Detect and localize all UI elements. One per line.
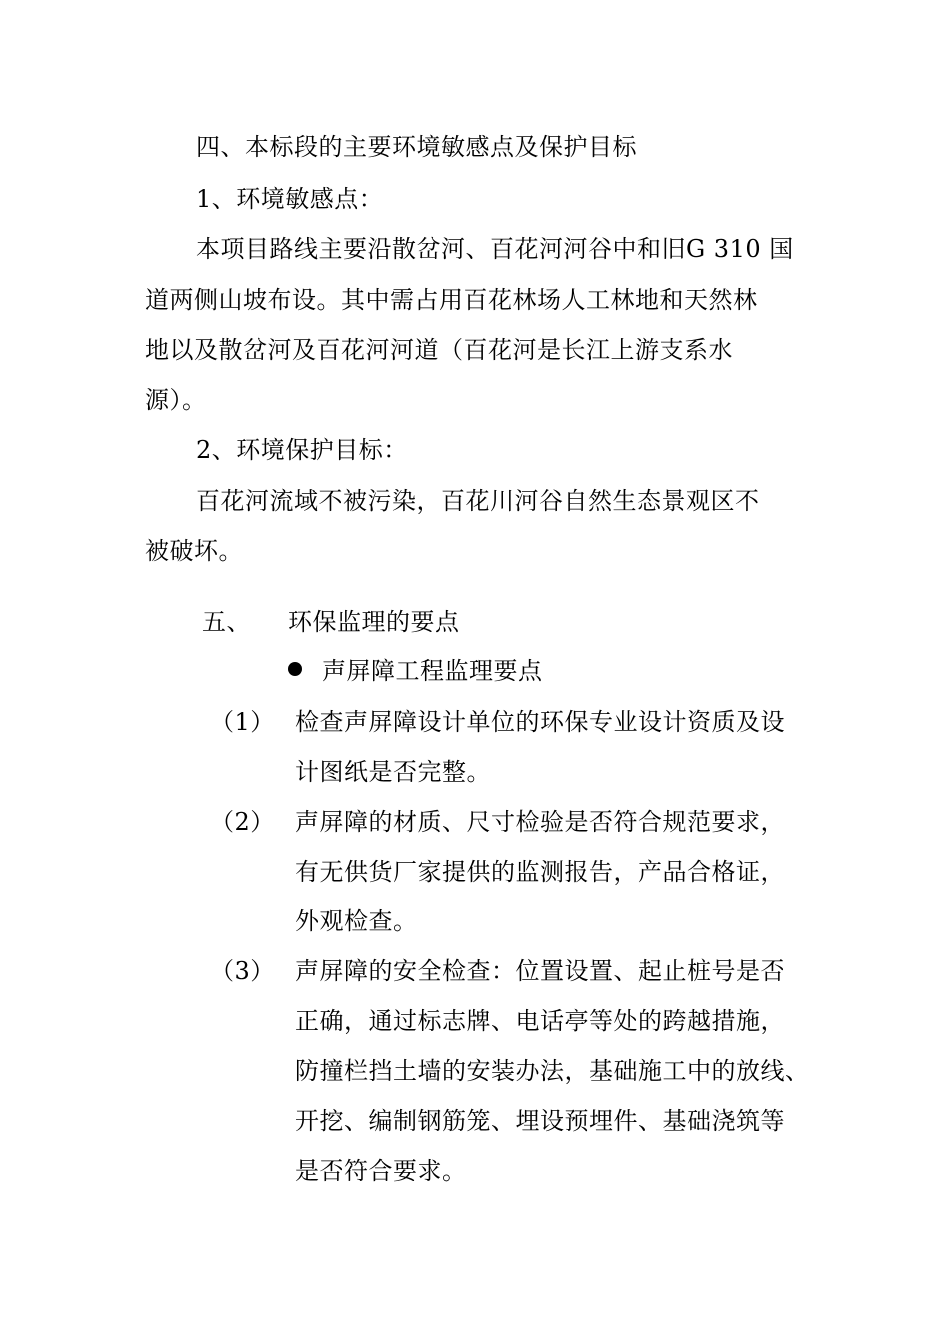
item-1-line: 道两侧山坡布设。其中需占用百花林场人工林地和天然林 bbox=[145, 286, 758, 314]
list-item-line: 外观检查。 bbox=[295, 907, 418, 935]
list-item-number: （2） bbox=[210, 808, 275, 836]
section-5-number: 五、 bbox=[202, 608, 251, 636]
list-item-number: （1） bbox=[210, 708, 275, 736]
list-item-line: 防撞栏挡土墙的安装办法，基础施工中的放线、 bbox=[295, 1057, 810, 1085]
item-2-line: 被破坏。 bbox=[145, 537, 243, 565]
section-5-title: 环保监理的要点 bbox=[288, 608, 460, 636]
list-item-line: 声屏障的安全检查：位置设置、起止桩号是否 bbox=[295, 957, 785, 985]
bullet-dot-icon bbox=[288, 662, 302, 676]
bullet-title: 声屏障工程监理要点 bbox=[322, 657, 543, 685]
item-2-heading: 2、环境保护目标： bbox=[196, 436, 408, 464]
item-1-line: 本项目路线主要沿散岔河、百花河河谷中和旧G 310 国 bbox=[196, 235, 794, 263]
list-item-line: 声屏障的材质、尺寸检验是否符合规范要求， bbox=[295, 808, 785, 836]
list-item-line: 正确，通过标志牌、电话亭等处的跨越措施， bbox=[295, 1007, 785, 1035]
item-2-line: 百花河流域不被污染，百花川河谷自然生态景观区不 bbox=[196, 487, 760, 515]
item-1-heading: 1、环境敏感点： bbox=[196, 185, 384, 213]
list-item-line: 开挖、编制钢筋笼、埋设预埋件、基础浇筑等 bbox=[295, 1107, 785, 1135]
list-item-line: 检查声屏障设计单位的环保专业设计资质及设 bbox=[295, 708, 785, 736]
section-4-heading: 四、本标段的主要环境敏感点及保护目标 bbox=[196, 133, 637, 161]
list-item-number: （3） bbox=[210, 957, 275, 985]
list-item-line: 有无供货厂家提供的监测报告，产品合格证， bbox=[295, 858, 785, 886]
list-item-line: 是否符合要求。 bbox=[295, 1157, 467, 1185]
item-1-line: 地以及散岔河及百花河河道（百花河是长江上游支系水 bbox=[145, 336, 733, 364]
list-item-line: 计图纸是否完整。 bbox=[295, 758, 491, 786]
item-1-line: 源）。 bbox=[145, 386, 207, 414]
